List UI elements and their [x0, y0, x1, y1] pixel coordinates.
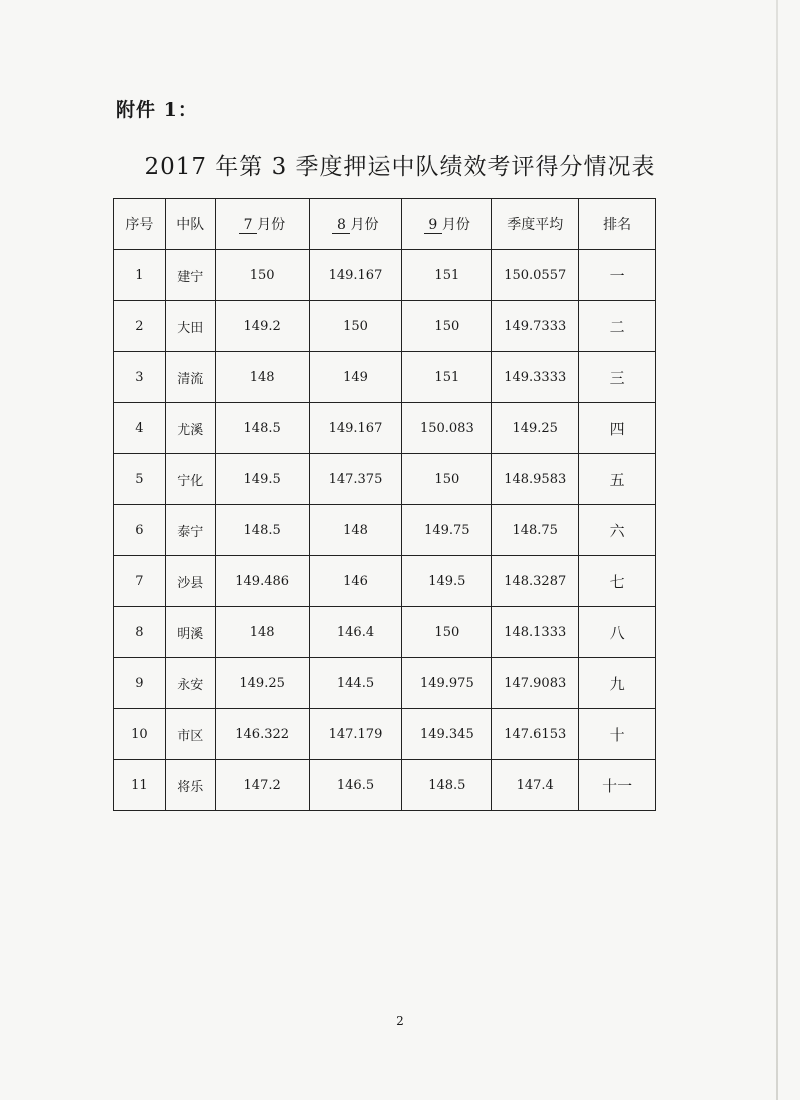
cell-rank: 一: [579, 250, 656, 301]
cell-month-1: 147.2: [215, 760, 309, 811]
table-row: [114, 709, 656, 760]
cell-month-1: 149.25: [215, 658, 309, 709]
cell-quarter-average: 148.9583: [492, 454, 579, 505]
page-number: 2: [396, 1014, 404, 1028]
header-quarter-average: 季度平均: [492, 199, 579, 250]
cell-month-1: 148.5: [215, 403, 309, 454]
header-month-1: [215, 199, 309, 250]
cell-team: 建宁: [165, 250, 215, 301]
cell-month-2: 149.167: [309, 250, 402, 301]
header-month-3: [402, 199, 492, 250]
cell-seq: 11: [114, 760, 166, 811]
cell-month-2: 144.5: [309, 658, 402, 709]
cell-month-3: 149.345: [402, 709, 492, 760]
cell-month-3: 151: [402, 352, 492, 403]
table-row: [114, 607, 656, 658]
cell-team: 尤溪: [165, 403, 215, 454]
table-body: [114, 250, 656, 811]
table-row: [114, 403, 656, 454]
cell-month-2: 146: [309, 556, 402, 607]
cell-rank: 二: [579, 301, 656, 352]
table-header-row: [114, 199, 656, 250]
cell-team: 永安: [165, 658, 215, 709]
month-1-number: 7: [239, 217, 257, 234]
cell-rank: 八: [579, 607, 656, 658]
cell-month-1: 150: [215, 250, 309, 301]
cell-quarter-average: 149.7333: [492, 301, 579, 352]
cell-team: 明溪: [165, 607, 215, 658]
cell-month-2: 147.179: [309, 709, 402, 760]
cell-month-3: 150: [402, 454, 492, 505]
table-row: [114, 658, 656, 709]
cell-team: 宁化: [165, 454, 215, 505]
cell-team: 市区: [165, 709, 215, 760]
cell-quarter-average: 149.25: [492, 403, 579, 454]
cell-month-2: 146.5: [309, 760, 402, 811]
cell-rank: 五: [579, 454, 656, 505]
header-rank: 排名: [579, 199, 656, 250]
cell-team: 将乐: [165, 760, 215, 811]
cell-rank: 七: [579, 556, 656, 607]
cell-month-1: 148.5: [215, 505, 309, 556]
cell-quarter-average: 150.0557: [492, 250, 579, 301]
table-row: [114, 556, 656, 607]
month-3-number: 9: [424, 217, 442, 234]
cell-quarter-average: 148.1333: [492, 607, 579, 658]
header-team: 中队: [165, 199, 215, 250]
header-month-2: [309, 199, 402, 250]
cell-month-3: 151: [402, 250, 492, 301]
cell-quarter-average: 148.3287: [492, 556, 579, 607]
cell-seq: 8: [114, 607, 166, 658]
cell-quarter-average: 147.4: [492, 760, 579, 811]
cell-quarter-average: 147.6153: [492, 709, 579, 760]
header-seq: 序号: [114, 199, 166, 250]
cell-quarter-average: 148.75: [492, 505, 579, 556]
cell-month-3: 149.975: [402, 658, 492, 709]
cell-rank: 十: [579, 709, 656, 760]
cell-team: 大田: [165, 301, 215, 352]
score-table: [113, 198, 656, 811]
table-row: [114, 505, 656, 556]
table-row: [114, 454, 656, 505]
cell-month-1: 149.5: [215, 454, 309, 505]
cell-month-1: 146.322: [215, 709, 309, 760]
cell-month-3: 149.75: [402, 505, 492, 556]
cell-month-3: 148.5: [402, 760, 492, 811]
cell-month-2: 150: [309, 301, 402, 352]
cell-rank: 三: [579, 352, 656, 403]
month-2-suffix: 月份: [350, 217, 379, 233]
month-1-suffix: 月份: [257, 217, 286, 233]
cell-team: 清流: [165, 352, 215, 403]
cell-seq: 9: [114, 658, 166, 709]
cell-quarter-average: 149.3333: [492, 352, 579, 403]
cell-seq: 10: [114, 709, 166, 760]
cell-month-3: 149.5: [402, 556, 492, 607]
cell-seq: 2: [114, 301, 166, 352]
table-row: [114, 301, 656, 352]
attachment-label: 附件 1：: [116, 99, 198, 121]
cell-seq: 6: [114, 505, 166, 556]
table-row: [114, 352, 656, 403]
cell-quarter-average: 147.9083: [492, 658, 579, 709]
cell-seq: 7: [114, 556, 166, 607]
cell-team: 沙县: [165, 556, 215, 607]
cell-month-2: 146.4: [309, 607, 402, 658]
month-3-suffix: 月份: [441, 217, 470, 233]
cell-team: 泰宁: [165, 505, 215, 556]
cell-month-3: 150: [402, 301, 492, 352]
cell-month-2: 149: [309, 352, 402, 403]
cell-month-1: 149.486: [215, 556, 309, 607]
cell-seq: 3: [114, 352, 166, 403]
cell-rank: 六: [579, 505, 656, 556]
cell-month-2: 149.167: [309, 403, 402, 454]
cell-rank: 四: [579, 403, 656, 454]
table-row: [114, 760, 656, 811]
month-2-number: 8: [332, 217, 350, 234]
cell-seq: 5: [114, 454, 166, 505]
cell-month-3: 150.083: [402, 403, 492, 454]
cell-month-3: 150: [402, 607, 492, 658]
cell-rank: 九: [579, 658, 656, 709]
cell-month-2: 147.375: [309, 454, 402, 505]
table-row: [114, 250, 656, 301]
document-title: 2017 年第 3 季度押运中队绩效考评得分情况表: [144, 154, 656, 180]
cell-rank: 十一: [579, 760, 656, 811]
cell-month-1: 149.2: [215, 301, 309, 352]
cell-seq: 4: [114, 403, 166, 454]
cell-month-1: 148: [215, 607, 309, 658]
cell-seq: 1: [114, 250, 166, 301]
cell-month-1: 148: [215, 352, 309, 403]
cell-month-2: 148: [309, 505, 402, 556]
